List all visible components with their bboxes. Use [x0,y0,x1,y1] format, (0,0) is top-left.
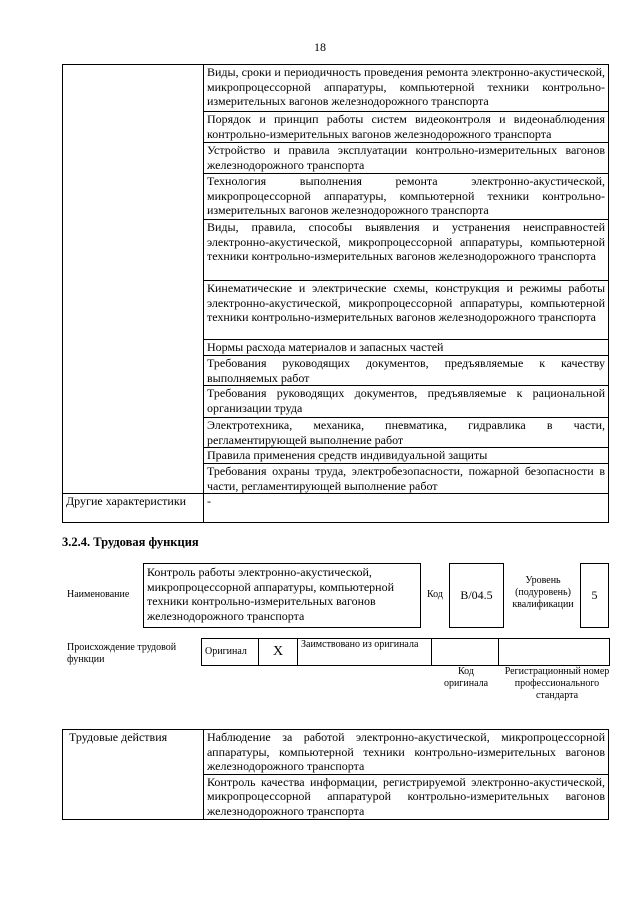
knowledge-item: Технология выполнения ремонта электронно-акустической, микропроцессорной аппаратуры, компьютерной техники контрольно-измерительных вагонов железнодорожного транспорта [204,174,609,220]
knowledge-item: Правила применения средств индивидуальной защиты [204,448,609,464]
other-characteristics-label: Другие характеристики [63,494,204,523]
knowledge-label-cell [63,65,204,494]
other-characteristics-value: - [204,494,609,523]
borrowed-label: Заимствовано из оригинала [298,639,432,666]
level-value: 5 [580,563,609,628]
original-mark: X [259,639,298,666]
origin-table [201,638,610,666]
code-label: Код [427,589,443,600]
code-original-caption: Код оригинала [443,666,489,689]
knowledge-item: Виды, правила, способы выявления и устранения неисправностей электронно-акустической, микропроцессорной аппаратуры, компьютерной техники контрольно-измерительных вагонов железнодорожного транспорта [204,220,609,281]
knowledge-item: Электротехника, механика, пневматика, гидравлика в части, регламентирующей выполнение работ [204,418,609,448]
knowledge-item: Требования руководящих документов, предъявляемые к качеству выполняемых работ [204,356,609,386]
knowledge-item: Требования руководящих документов, предъявляемые к рациональной организации труда [204,386,609,418]
knowledge-item: Требования охраны труда, электробезопасности, пожарной безопасности в части, регламентирующей выполнение работ [204,464,609,494]
knowledge-item: Нормы расхода материалов и запасных частей [204,340,609,356]
section-heading: 3.2.4. Трудовая функция [62,535,199,549]
action-item: Наблюдение за работой электронно-акустической, микропроцессорной аппаратуры, компьютерной техники контрольно-измерительных вагонов железнодорожного транспорта [204,730,609,775]
origin-label: Происхождение трудовой функции [67,642,177,665]
knowledge-item: Устройство и правила эксплуатации контрольно-измерительных вагонов железнодорожного транспорта [204,143,609,174]
level-label: Уровень (подуровень) квалификации [512,575,574,610]
knowledge-item: Порядок и принцип работы систем видеоконтроля и видеонаблюдения контрольно-измерительных вагонов железнодорожного транспорта [204,112,609,143]
code-original-cell [432,639,499,666]
reg-number-caption: Регистрационный номер профессионального стандарта [504,666,610,701]
function-name: Контроль работы электронно-акустической, микропроцессорной аппаратуры, компьютерной техники контрольно-измерительных вагонов железнодорожного транспорта [143,563,421,628]
original-label: Оригинал [202,639,259,666]
name-label: Наименование [67,589,130,600]
knowledge-table [62,64,609,523]
page-number: 18 [314,40,326,54]
actions-table [62,729,609,820]
reg-number-cell [499,639,610,666]
actions-label: Трудовые действия [63,730,204,820]
knowledge-item: Виды, сроки и периодичность проведения ремонта электронно-акустической, микропроцессорной аппаратуры, компьютерной техники контрольно-измерительных вагонов железнодорожного транспорта [204,65,609,112]
knowledge-item: Кинематические и электрические схемы, конструкция и режимы работы электронно-акустической, микропроцессорной аппаратуры, компьютерной техники контрольно-измерительных вагонов железнодорожного транспорта [204,281,609,340]
action-item: Контроль качества информации, регистрируемой электронно-акустической, микропроцессорной аппаратурой контрольно-измерительных вагонов железнодорожного транспорта [204,774,609,819]
function-code: B/04.5 [449,563,504,628]
